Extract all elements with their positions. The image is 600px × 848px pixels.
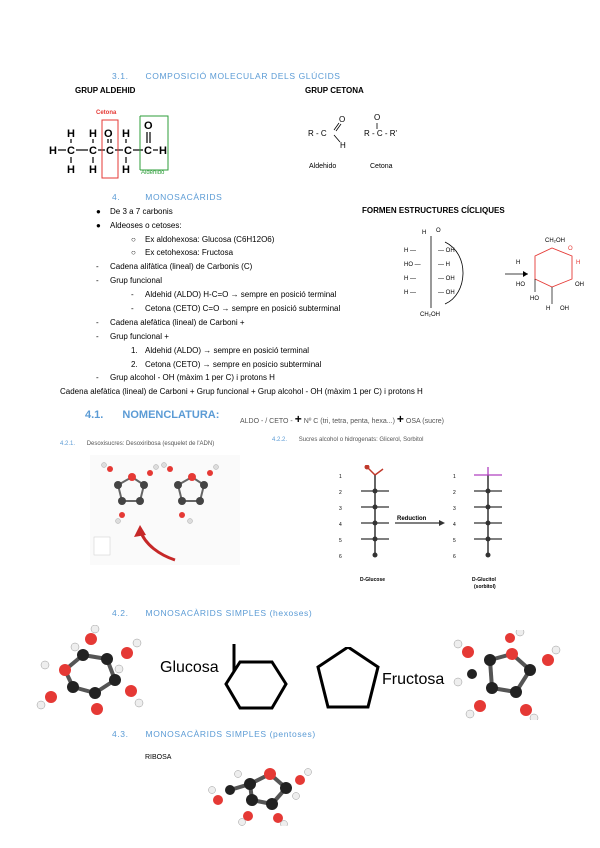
list-item <box>131 290 337 299</box>
svg-text:H: H <box>576 260 581 266</box>
list-item-text: Cadena alifàtica (lineal) de Carbonis (C) <box>110 262 253 271</box>
svg-text:— OH: — OH <box>438 248 455 254</box>
section-4-3-heading <box>112 729 316 739</box>
section-number: 4. <box>112 192 121 202</box>
reduction-label: Reduction <box>397 516 427 522</box>
list-item-text: Cetona (CETO) → sempre en posicio subterminal <box>145 360 322 369</box>
cyclic-label: FORMEN ESTRUCTURES CÍCLIQUES <box>362 206 505 215</box>
list-item <box>131 346 310 355</box>
svg-text:R - C - R': R - C - R' <box>364 129 398 138</box>
svg-text:H: H <box>89 128 97 140</box>
section-title: COMPOSICIÓ MOLECULAR DELS GLÚCIDS <box>145 71 341 81</box>
aldehido-caption: Aldehido <box>309 163 337 170</box>
bullet-marker: - <box>96 318 99 327</box>
section-number: 4.2.1. <box>60 441 76 447</box>
svg-text:1: 1 <box>339 474 342 480</box>
bullet-marker: ● <box>96 221 101 230</box>
list-item-text: Aldehid (ALDO) H-C=O → sempre en posició terminal <box>145 290 337 299</box>
svg-text:1: 1 <box>453 474 456 480</box>
bullet-marker: - <box>131 304 134 313</box>
section-title: NOMENCLATURA: <box>122 409 220 421</box>
svg-text:C: C <box>106 145 114 157</box>
list-item-text: Grup funcional <box>110 276 163 285</box>
svg-text:H: H <box>67 164 75 176</box>
list-item <box>131 360 322 369</box>
svg-text:O: O <box>568 246 573 252</box>
cyclic-structure-diagram <box>400 224 590 324</box>
section-4-2-2-heading <box>272 437 423 443</box>
svg-text:HO: HO <box>516 282 525 288</box>
list-item-text: De 3 a 7 carbonis <box>110 207 173 216</box>
svg-text:CH₂OH: CH₂OH <box>545 238 565 244</box>
bullet-marker: - <box>96 262 99 271</box>
svg-text:4: 4 <box>453 522 456 528</box>
section-4-heading <box>112 192 222 202</box>
section-number: 4.2.2. <box>272 437 288 443</box>
bullet-marker: 2. <box>131 360 138 369</box>
svg-text:C: C <box>89 145 97 157</box>
list-item <box>96 318 245 327</box>
bullet-marker: ○ <box>131 235 136 244</box>
svg-text:— OH: — OH <box>438 290 455 296</box>
d-glucitol-caption: D-Glucitol <box>472 577 496 583</box>
ribose-ball-model <box>208 760 318 826</box>
section-title: MONOSACÀRIDS <box>145 192 223 202</box>
section-4-2-heading <box>112 608 312 618</box>
svg-text:CH₂OH: CH₂OH <box>420 312 440 318</box>
list-item <box>131 304 341 313</box>
section-3-1-heading <box>112 71 341 81</box>
fructose-ball-model <box>450 630 565 720</box>
section-4-1-heading <box>85 409 219 421</box>
list-item <box>96 332 169 341</box>
svg-text:H: H <box>546 306 551 312</box>
cetona-tag: Cetona <box>96 110 117 116</box>
svg-text:C: C <box>67 145 75 157</box>
svg-text:C: C <box>124 145 132 157</box>
list-item-text: Ex aldohexosa: Glucosa (C6H12O6) <box>145 235 275 244</box>
fructosa-label: Fructosa <box>382 671 445 688</box>
svg-text:H: H <box>159 145 167 157</box>
svg-text:OH: OH <box>560 306 569 312</box>
ribosa-label: RIBOSA <box>145 754 172 761</box>
section-number: 4.1. <box>85 409 104 421</box>
list-item <box>96 262 253 271</box>
pentagon-icon <box>312 625 384 715</box>
svg-text:3: 3 <box>339 506 342 512</box>
section-title: MONOSACÀRIDS SIMPLES (pentoses) <box>145 729 316 739</box>
hexagon-icon <box>220 640 292 716</box>
svg-text:H —: H — <box>404 290 416 296</box>
svg-text:H: H <box>122 164 130 176</box>
formula-part: OSA (sucre) <box>405 418 445 425</box>
bullet-marker: - <box>131 290 134 299</box>
svg-text:6: 6 <box>339 554 342 560</box>
svg-text:4: 4 <box>339 522 342 528</box>
bullet-marker: - <box>96 373 99 382</box>
glucosa-label: Glucosa <box>160 659 219 676</box>
svg-text:H: H <box>516 260 521 266</box>
section-text: Sucres alcohol o hidrogenats: Glicerol, Sorbitol <box>298 437 424 443</box>
svg-text:6: 6 <box>453 554 456 560</box>
svg-text:H: H <box>340 141 346 150</box>
svg-text:5: 5 <box>339 538 342 544</box>
d-glucose-caption: D-Glucose <box>360 577 386 583</box>
svg-text:H: H <box>67 128 75 140</box>
svg-text:H —: H — <box>404 248 416 254</box>
svg-text:O: O <box>144 120 153 132</box>
section-number: 4.2. <box>112 608 129 618</box>
svg-text:2: 2 <box>339 490 342 496</box>
svg-text:— OH: — OH <box>438 276 455 282</box>
list-item <box>96 207 173 216</box>
formula-part: Nº C (tri, tetra, penta, hexa...) <box>303 418 395 425</box>
svg-text:C: C <box>144 145 152 157</box>
section-4-2-1-heading <box>60 441 214 447</box>
aldehid-label: GRUP ALDEHID <box>75 86 136 95</box>
section-title: MONOSACÀRIDS SIMPLES (hexoses) <box>145 608 313 618</box>
cetona-structure-diagram <box>302 112 412 160</box>
bullet-marker: - <box>96 332 99 341</box>
svg-text:H: H <box>122 128 130 140</box>
aldehido-tag: Aldehido <box>141 170 165 176</box>
svg-text:O: O <box>339 115 346 124</box>
summary-line: Cadena alefàtica (lineal) de Carboni + Grup funcional + Grup alcohol - OH (màxim 1 per C) i protons H <box>60 387 423 396</box>
svg-text:OH: OH <box>575 282 584 288</box>
section-number: 3.1. <box>112 71 129 81</box>
svg-text:O: O <box>436 228 441 234</box>
glucose-ball-model <box>35 625 145 715</box>
list-item <box>131 248 234 257</box>
svg-text:O: O <box>374 113 381 122</box>
list-item-text: Aldeoses o cetoses: <box>110 221 182 230</box>
svg-text:O: O <box>104 128 113 140</box>
svg-text:H: H <box>49 145 57 157</box>
formula-part: ALDO - / CETO - <box>240 418 293 425</box>
desoxiribosa-diagram <box>90 455 240 565</box>
list-item <box>131 235 275 244</box>
list-item-text: Cadena alefàtica (lineal) de Carboni + <box>110 318 245 327</box>
list-item <box>96 276 163 285</box>
section-text: Desoxisucres: Desoxiribosa (esquelet de l'ADN) <box>86 441 215 447</box>
list-item-text: Ex cetohexosa: Fructosa <box>145 248 234 257</box>
list-item-text: Grup alcohol - OH (màxim 1 per C) i protons H <box>110 373 275 382</box>
list-item <box>96 373 275 382</box>
bullet-marker: - <box>96 276 99 285</box>
svg-text:— H: — H <box>438 262 450 268</box>
svg-text:H —: H — <box>404 276 416 282</box>
svg-text:3: 3 <box>453 506 456 512</box>
bullet-marker: 1. <box>131 346 138 355</box>
svg-text:HO: HO <box>530 296 539 302</box>
bullet-marker: ● <box>96 207 101 216</box>
list-item-text: Grup funcional + <box>110 332 169 341</box>
cetona-caption: Cetona <box>370 163 393 170</box>
list-item <box>96 221 182 230</box>
glucose-reduction-diagram <box>335 465 510 595</box>
svg-text:R - C: R - C <box>308 129 327 138</box>
svg-text:H: H <box>89 164 97 176</box>
list-item-text: Aldehid (ALDO) → sempre en posició terminal <box>145 346 310 355</box>
svg-text:5: 5 <box>453 538 456 544</box>
bullet-marker: ○ <box>131 248 136 257</box>
cetona-label: GRUP CETONA <box>305 86 364 95</box>
list-item-text: Cetona (CETO) C=O → sempre en posició subterminal <box>145 304 341 313</box>
nomenclature-formula: ALDO - / CETO - + Nº C (tri, tetra, penta, hexa...) + OSA (sucre) <box>240 412 445 426</box>
sorbitol-caption: (sorbitol) <box>474 584 496 590</box>
svg-text:2: 2 <box>453 490 456 496</box>
section-number: 4.3. <box>112 729 129 739</box>
svg-text:HO —: HO — <box>404 262 421 268</box>
svg-text:H: H <box>422 230 427 236</box>
